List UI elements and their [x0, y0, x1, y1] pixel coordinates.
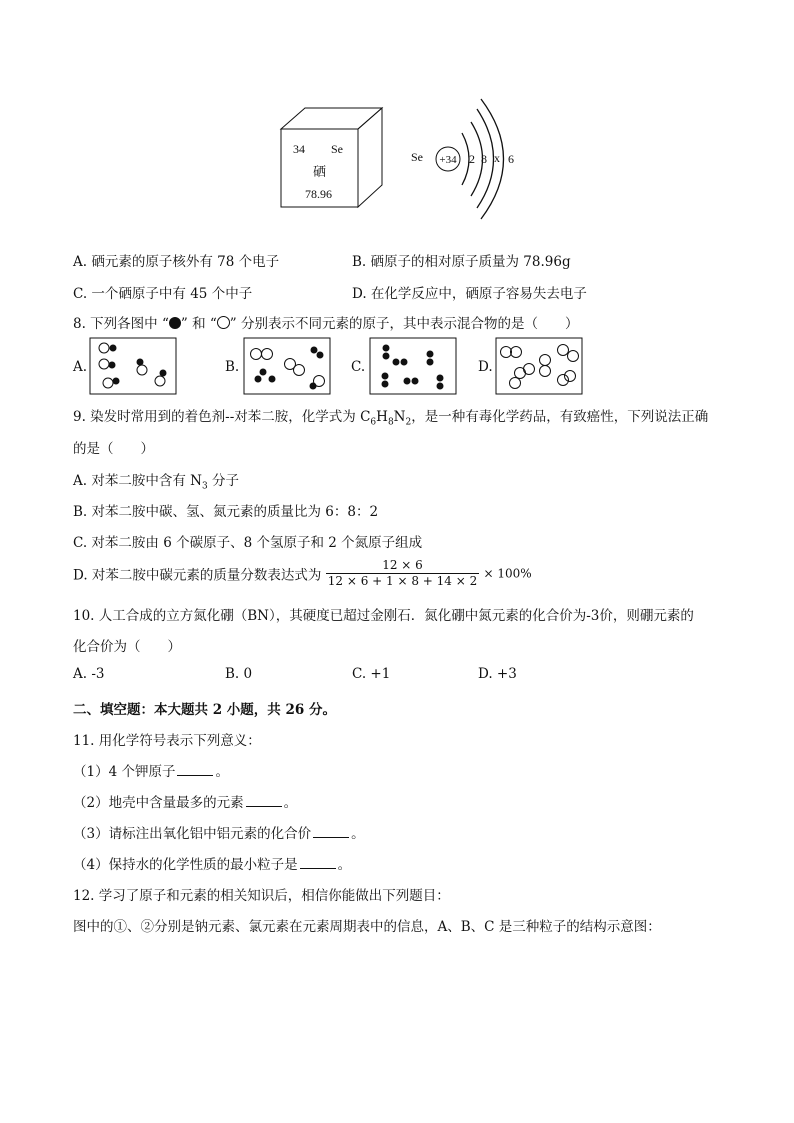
q9-option-a-sub: 3 — [201, 481, 208, 492]
q11-item-3 — [73, 822, 365, 842]
q9-option-c[interactable]: C. 对苯二胺由 6 个碳原子、8 个氢原子和 2 个氮原子组成 — [73, 535, 423, 551]
shell-count-4: 6 — [508, 152, 514, 166]
q8-option-c-label[interactable]: C. — [351, 359, 366, 375]
q8-stem-part1: 8. 下列各图中 “ — [73, 316, 169, 332]
q8-box-b[interactable] — [244, 338, 330, 394]
formula-sub-h: 8 — [387, 417, 394, 428]
q11-item-4-end: 。 — [337, 857, 352, 873]
q8-stem-part2: ” 和 “ — [180, 316, 217, 332]
q8-option-d-label[interactable]: D. — [478, 359, 493, 375]
q9-stem-text: 9. 染发时常用到的着色剂--对苯二胺，化学式为 C — [73, 409, 371, 425]
q8-option-b-label[interactable]: B. — [225, 359, 240, 375]
answer-blank-2[interactable] — [246, 794, 282, 807]
q9-option-d-text: D. 对苯二胺中碳元素的质量分数表达式为 — [73, 567, 322, 584]
q9-option-d[interactable] — [73, 558, 532, 589]
q9-option-a-text: A. 对苯二胺中含有 N — [73, 473, 202, 489]
card-atomic-mass: 78.96 — [305, 187, 332, 201]
q11-item-2-text: （2）地壳中含量最多的元素 — [73, 795, 244, 811]
q11-item-1-text: （1）4 个钾原子 — [73, 764, 176, 780]
q11-item-4 — [73, 853, 351, 873]
shell-count-3: x — [494, 151, 500, 165]
section-two-title: 二、填空题：本大题共 2 小题，共 26 分。 — [73, 702, 336, 718]
answer-blank-3[interactable] — [313, 825, 349, 838]
fraction-multiplier: × 100% — [483, 566, 532, 581]
q10-stem-line1: 10. 人工合成的立方氮化硼（BN），其硬度已超过金刚石．氮化硼中氮元素的化合价为-3价，则硼元素的 — [73, 608, 694, 624]
card-atomic-number: 34 — [293, 142, 305, 156]
q10-option-d[interactable]: D. +3 — [478, 666, 517, 682]
q8-stem-part3: ” 分别表示不同元素的原子，其中表示混合物的是（ ） — [229, 316, 579, 332]
atom-symbol: Se — [411, 150, 423, 164]
fraction-denominator: 12 × 6 + 1 × 8 + 14 × 2 — [327, 574, 478, 588]
formula-n: N — [393, 409, 406, 425]
q10-stem-line2: 化合价为（ ） — [73, 639, 181, 655]
q9-stem-line2: 的是（ ） — [73, 441, 154, 457]
q9-stem-line1 — [73, 405, 708, 428]
formula-sub-c: 6 — [370, 417, 377, 428]
q8-box-a[interactable] — [90, 338, 176, 394]
q11-item-3-end: 。 — [351, 826, 365, 842]
q11-item-2-end: 。 — [283, 795, 298, 811]
shell-count-2: 8 — [481, 152, 487, 166]
formula-h: H — [376, 409, 388, 425]
q7-option-d[interactable]: D. 在化学反应中，硒原子容易失去电子 — [352, 286, 587, 302]
q11-stem: 11. 用化学符号表示下列意义： — [73, 733, 261, 749]
q8-option-a-label[interactable]: A. — [73, 359, 88, 375]
card-symbol: Se — [331, 142, 343, 156]
q10-option-a[interactable]: A. -3 — [73, 666, 105, 682]
q12-stem-line1: 12. 学习了原子和元素的相关知识后，相信你能做出下列题目： — [73, 888, 450, 904]
q7-option-b[interactable]: B. 硒原子的相对原子质量为 78.96g — [352, 254, 571, 270]
q11-item-1 — [73, 760, 229, 780]
q8-particle-diagrams — [0, 0, 794, 420]
q8-box-c[interactable] — [370, 338, 456, 394]
card-element-name: 硒 — [313, 165, 327, 180]
answer-blank-4[interactable] — [300, 856, 336, 869]
q7-option-c[interactable]: C. 一个硒原子中有 45 个中子 — [73, 286, 253, 302]
q10-option-c[interactable]: C. +1 — [352, 666, 391, 682]
q9-option-a-tail: 分子 — [207, 473, 239, 489]
q11-item-2 — [73, 791, 297, 811]
q12-stem-line2: 图中的①、②分别是钠元素、氯元素在元素周期表中的信息，A、B、C 是三种粒子的结构示意图： — [73, 919, 661, 935]
q9-option-a[interactable] — [73, 469, 239, 492]
nucleus-charge: +34 — [439, 154, 457, 166]
answer-blank-1[interactable] — [177, 763, 213, 776]
fraction-numerator: 12 × 6 — [326, 558, 480, 574]
shell-count-1: 2 — [469, 152, 475, 166]
q10-option-b[interactable]: B. 0 — [225, 666, 253, 682]
formula-sub-n: 2 — [405, 417, 412, 428]
q11-item-1-end: 。 — [215, 764, 229, 780]
q7-option-a[interactable]: A. 硒元素的原子核外有 78 个电子 — [73, 254, 280, 270]
q11-item-4-text: （4）保持水的化学性质的最小粒子是 — [73, 857, 298, 873]
q11-item-3-text: （3）请标注出氧化铝中铝元素的化合价 — [73, 826, 312, 842]
mass-fraction-expression — [326, 558, 480, 589]
q8-box-d[interactable] — [496, 338, 582, 394]
q9-stem-text-2: ，是一种有毒化学药品，有致癌性，下列说法正确 — [411, 409, 709, 425]
q9-option-b[interactable]: B. 对苯二胺中碳、氢、氮元素的质量比为 6：8：2 — [73, 504, 379, 520]
